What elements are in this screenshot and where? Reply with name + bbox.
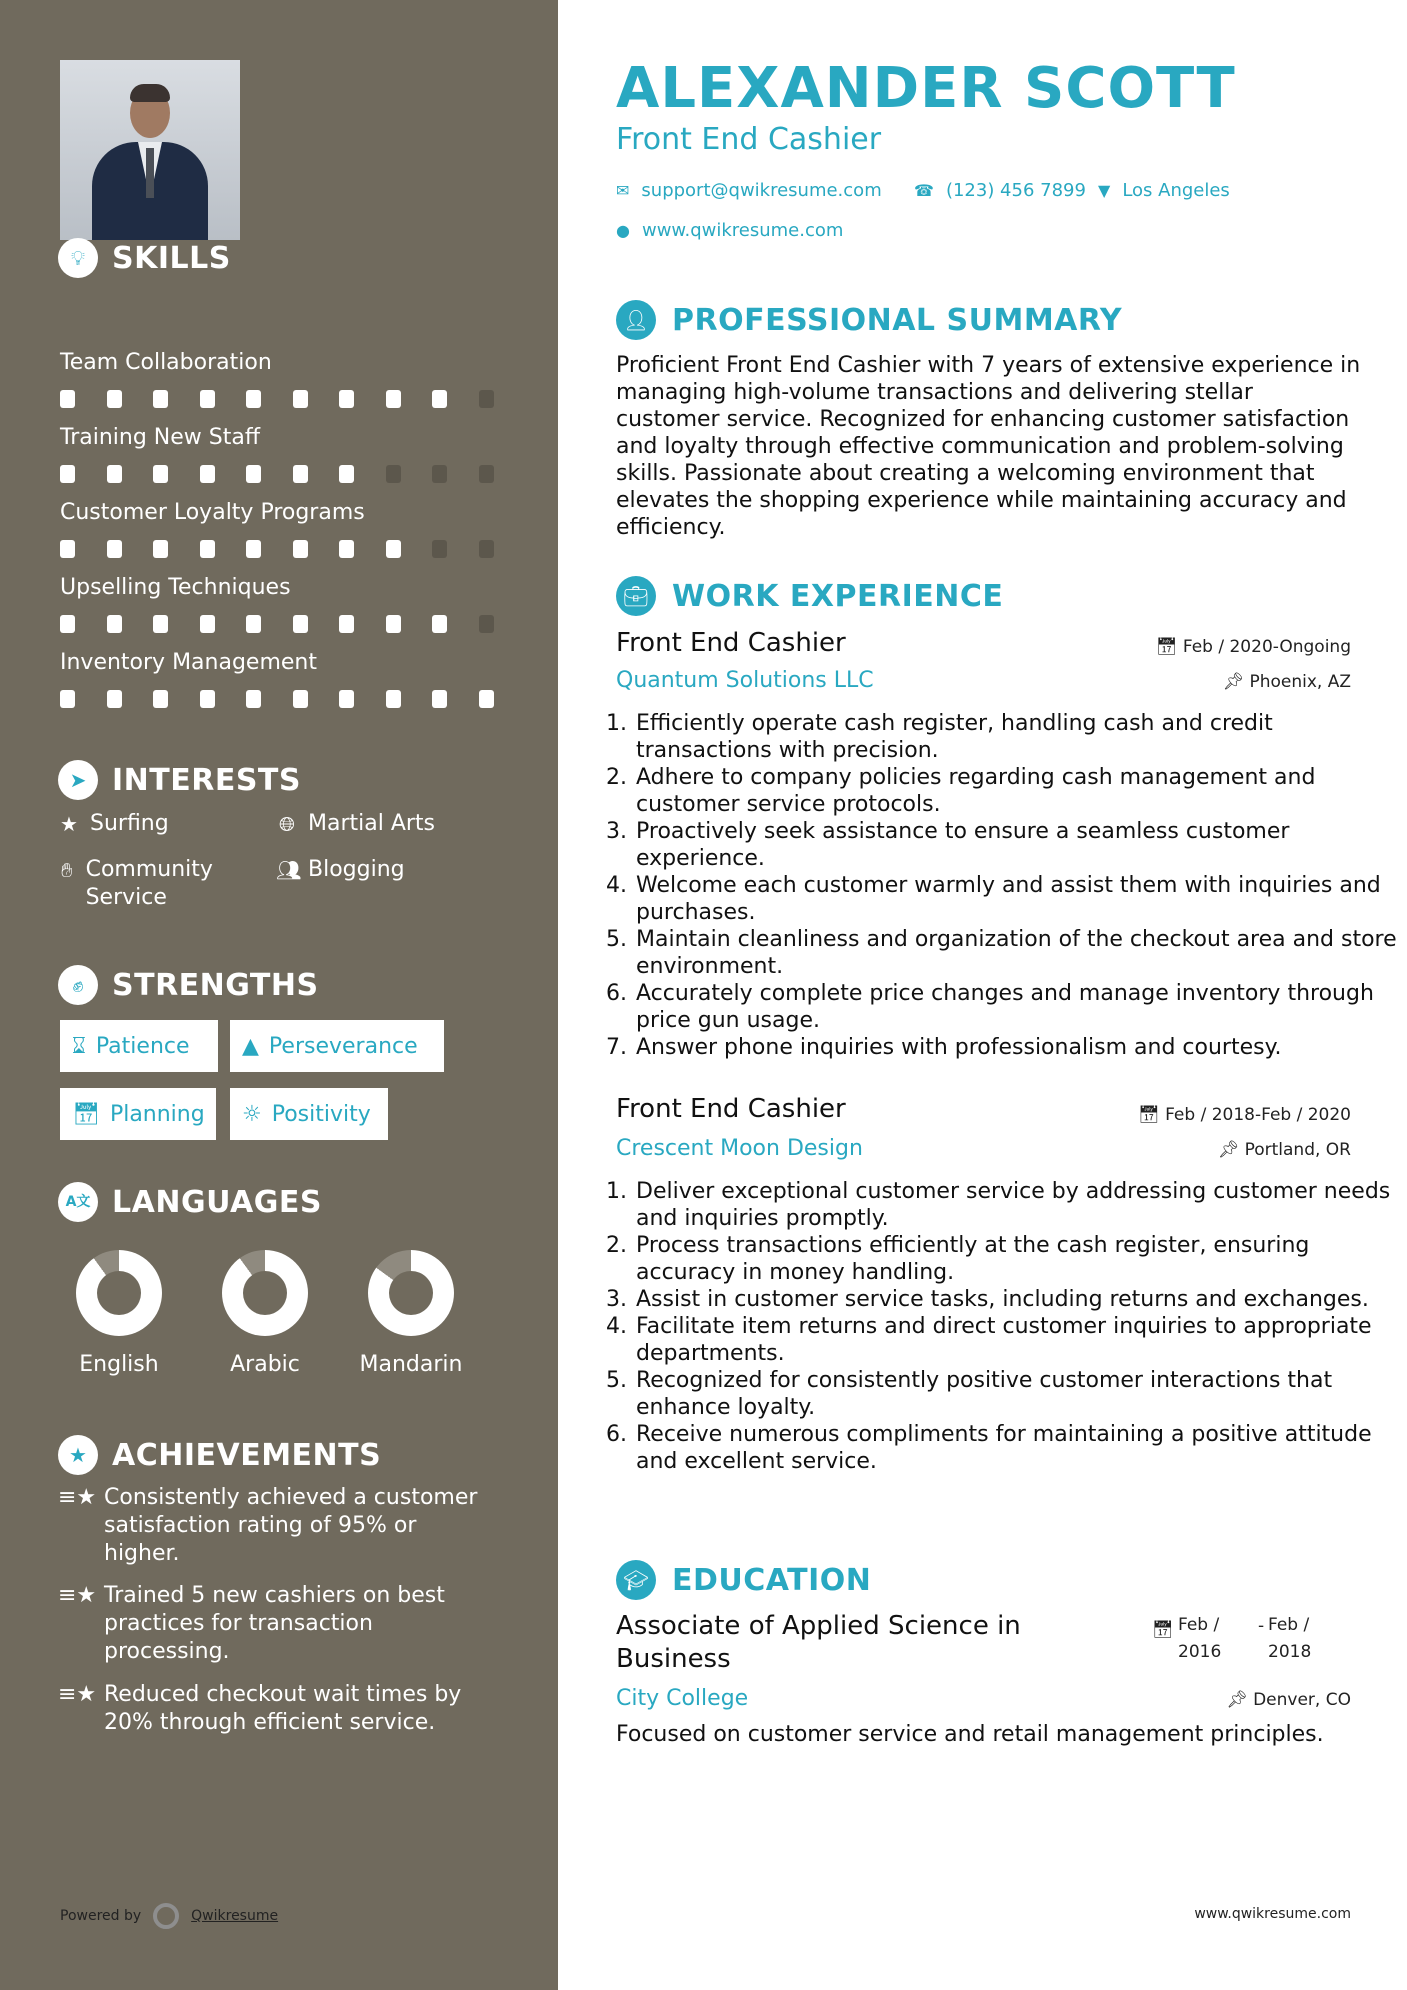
candidate-title: Front End Cashier <box>616 122 882 157</box>
graduation-cap-icon: 🎓︎ <box>616 1560 656 1600</box>
skill-rating-dot <box>293 465 308 483</box>
shooting-star-icon: ≡★ <box>58 1485 97 1510</box>
language-icon: A文 <box>58 1182 98 1222</box>
interest-item: 👥︎ Blogging <box>276 857 405 882</box>
skill-rating-dot <box>200 465 215 483</box>
list-item: 1. Efficiently operate cash register, handling cash and credit transactions with precision. <box>634 710 1404 764</box>
skill-rating-dot <box>386 390 401 408</box>
language-level-ring <box>222 1250 308 1336</box>
company-name: Crescent Moon Design <box>616 1136 863 1161</box>
achievement-item: ≡★ Reduced checkout wait times by 20% through efficient service. <box>58 1682 462 1735</box>
experience-heading: 💼︎ WORK EXPERIENCE <box>616 576 1003 616</box>
strength-badge: ▲ Perseverance <box>230 1020 444 1072</box>
skill-rating-dot <box>479 465 494 483</box>
skill-name: Training New Staff <box>60 425 261 450</box>
skill-rating-dot <box>386 690 401 708</box>
job-title: Front End Cashier <box>616 1094 846 1124</box>
profile-photo <box>60 60 240 240</box>
skill-name: Team Collaboration <box>60 350 272 375</box>
strengths-heading: ✊︎ STRENGTHS <box>58 965 319 1005</box>
user-icon: 👤︎ <box>616 300 656 340</box>
shooting-star-icon: ≡★ <box>58 1583 97 1608</box>
skill-rating-dot <box>293 615 308 633</box>
skill-rating-dot <box>107 390 122 408</box>
job-title: Front End Cashier <box>616 628 846 658</box>
skill-name: Inventory Management <box>60 650 317 675</box>
shooting-star-icon: ≡★ <box>58 1682 97 1707</box>
skill-rating-dot <box>153 615 168 633</box>
skill-rating-dot <box>200 690 215 708</box>
interest-item: ✋︎ Community Service <box>58 856 258 912</box>
list-item: 3. Proactively seek assistance to ensure a seamless customer experience. <box>634 818 1404 872</box>
list-item: 6. Receive numerous compliments for maintaining a positive attitude and excellent service. <box>634 1421 1404 1475</box>
achievement-item: ≡★ Consistently achieved a customer satisfaction rating of 95% or higher. <box>58 1485 478 1566</box>
job-dates: 📅︎ Feb / 2018-Feb / 2020 <box>1138 1105 1351 1125</box>
skill-rating-dot <box>246 690 261 708</box>
skill-rating-dot <box>339 690 354 708</box>
paper-plane-icon: ➤ <box>58 760 98 800</box>
skill-rating <box>60 390 525 408</box>
skill-rating-dot <box>107 540 122 558</box>
job-dates: 📅︎ Feb / 2020-Ongoing <box>1155 637 1351 657</box>
skill-rating <box>60 465 525 483</box>
degree-title: Associate of Applied Science in Business <box>616 1611 1021 1674</box>
summary-heading: 👤︎ PROFESSIONAL SUMMARY <box>616 300 1122 340</box>
responsibilities-list <box>608 1178 1404 1475</box>
contact-phone[interactable]: ☎ (123) 456 7899 <box>914 180 1086 201</box>
list-item: 3. Assist in customer service tasks, including returns and exchanges. <box>634 1286 1404 1313</box>
star-badge-icon: ★ <box>58 1435 98 1475</box>
skill-rating-dot <box>386 465 401 483</box>
skill-rating-dot <box>107 465 122 483</box>
list-item: 5. Recognized for consistently positive customer interactions that enhance loyalty. <box>634 1367 1404 1421</box>
phone-icon: ☎ <box>914 181 934 200</box>
calendar-icon: 📅︎ <box>1155 637 1178 657</box>
list-item: 6. Accurately complete price changes and manage inventory through price gun usage. <box>634 980 1404 1034</box>
briefcase-icon: 💼︎ <box>616 576 656 616</box>
contact-email[interactable]: ✉ support@qwikresume.com <box>616 180 882 201</box>
skill-rating-dot <box>293 390 308 408</box>
footer-website[interactable]: www.qwikresume.com <box>1194 1906 1351 1922</box>
skill-rating-dot <box>153 465 168 483</box>
skill-rating-dot <box>153 390 168 408</box>
pin-icon: 📌︎ <box>1222 672 1245 692</box>
skill-rating-dot <box>293 690 308 708</box>
skill-rating-dot <box>200 540 215 558</box>
skill-rating-dot <box>339 615 354 633</box>
date-separator: - <box>1258 1616 1265 1636</box>
language-level-ring <box>368 1250 454 1336</box>
achievement-item: ≡★ Trained 5 new cashiers on best practices for transaction processing. <box>58 1583 445 1664</box>
list-item: 5. Maintain cleanliness and organization of the checkout area and store environment. <box>634 926 1404 980</box>
list-item: 4. Welcome each customer warmly and assist them with inquiries and purchases. <box>634 872 1404 926</box>
skill-rating-dot <box>60 540 75 558</box>
school-location: 📌︎ Denver, CO <box>1226 1690 1351 1710</box>
skill-rating-dot <box>60 390 75 408</box>
lightbulb-icon: 💡︎ <box>58 238 98 278</box>
skill-rating-dot <box>293 540 308 558</box>
envelope-icon: ✉ <box>616 181 630 200</box>
responsibilities-list <box>608 710 1404 1061</box>
skill-rating-dot <box>339 540 354 558</box>
language-mandarin: Mandarin <box>346 1250 476 1377</box>
skill-rating-dot <box>386 540 401 558</box>
qwikresume-link[interactable]: Qwikresume <box>191 1908 279 1924</box>
globe-icon: 🌐︎ <box>279 812 295 836</box>
skill-rating-dot <box>479 690 494 708</box>
language-level-ring <box>76 1250 162 1336</box>
languages-heading: A文 LANGUAGES <box>58 1182 322 1222</box>
contact-location: ▼ Los Angeles <box>1098 180 1230 201</box>
skill-rating <box>60 540 525 558</box>
globe-icon: ● <box>616 221 630 240</box>
skill-rating-dot <box>432 690 447 708</box>
skill-rating <box>60 690 525 708</box>
list-item: 4. Facilitate item returns and direct customer inquiries to appropriate departments. <box>634 1313 1404 1367</box>
achievements-heading: ★ ACHIEVEMENTS <box>58 1435 381 1475</box>
sidebar <box>0 0 558 1990</box>
school-name: City College <box>616 1686 749 1711</box>
skill-rating-dot <box>246 615 261 633</box>
skill-rating-dot <box>107 690 122 708</box>
skill-rating-dot <box>246 465 261 483</box>
skill-rating-dot <box>479 390 494 408</box>
skill-rating-dot <box>246 390 261 408</box>
qwikresume-logo-icon <box>153 1903 179 1929</box>
skill-rating-dot <box>386 615 401 633</box>
education-heading: 🎓︎ EDUCATION <box>616 1560 871 1600</box>
skill-rating-dot <box>339 390 354 408</box>
strength-badge: ☼ Positivity <box>230 1088 388 1140</box>
education-end-date: Feb / 2018 <box>1268 1615 1312 1662</box>
skill-rating-dot <box>246 540 261 558</box>
interest-item: 🌐︎ Martial Arts <box>276 810 435 838</box>
skills-heading: 💡︎ SKILLS <box>58 238 231 278</box>
skill-rating-dot <box>339 465 354 483</box>
main-content <box>558 0 1407 1990</box>
calendar-icon: 📅︎ <box>1152 1620 1174 1640</box>
calendar-icon: 📅︎ <box>72 1101 100 1127</box>
skill-rating <box>60 615 525 633</box>
pin-icon: 📌︎ <box>1217 1140 1240 1160</box>
list-item: 7. Answer phone inquiries with professionalism and courtesy. <box>634 1034 1404 1061</box>
skill-rating-dot <box>60 465 75 483</box>
interests-heading: ➤ INTERESTS <box>58 760 301 800</box>
skill-rating-dot <box>153 690 168 708</box>
strength-badge: 📅︎ Planning <box>60 1088 216 1140</box>
skill-rating-dot <box>479 615 494 633</box>
skill-rating-dot <box>60 690 75 708</box>
candidate-name: ALEXANDER SCOTT <box>616 56 1236 121</box>
map-pin-icon: ▼ <box>1098 181 1111 200</box>
hourglass-icon: ⌛︎ <box>72 1033 86 1059</box>
language-arabic: Arabic <box>200 1250 330 1377</box>
powered-by: Powered by Qwikresume <box>60 1903 278 1929</box>
interest-item: ★ Surfing <box>58 810 169 838</box>
skill-rating-dot <box>432 390 447 408</box>
skill-rating-dot <box>200 615 215 633</box>
job-location: 📌︎ Phoenix, AZ <box>1222 672 1351 692</box>
users-icon: 👥︎ <box>276 858 302 882</box>
list-item: 1. Deliver exceptional customer service by addressing customer needs and inquiries promptly. <box>634 1178 1404 1232</box>
hand-icon: ✋︎ <box>61 858 73 882</box>
skill-rating-dot <box>432 615 447 633</box>
contact-website[interactable]: ● www.qwikresume.com <box>616 220 844 241</box>
education-start-date: Feb / 2016 <box>1178 1615 1222 1662</box>
company-name: Quantum Solutions LLC <box>616 668 874 693</box>
skill-rating-dot <box>200 390 215 408</box>
skill-rating-dot <box>479 540 494 558</box>
education-description: Focused on customer service and retail management principles. <box>616 1722 1324 1747</box>
skill-rating-dot <box>107 615 122 633</box>
summary-text: Proficient Front End Cashier with 7 years of extensive experience in managing high-volume transactions and delivering stellar customer service. Recognized for enhancing customer satisfaction and loyalty through effective communication and problem-solving skills. Passionate about creating a welcoming environment that elevates the shopping experience while maintaining accuracy and efficiency. <box>616 353 1361 540</box>
job-location: 📌︎ Portland, OR <box>1217 1140 1351 1160</box>
skill-rating-dot <box>432 465 447 483</box>
skill-rating-dot <box>432 540 447 558</box>
calendar-icon: 📅︎ <box>1138 1105 1160 1125</box>
language-english: English <box>54 1250 184 1377</box>
fist-icon: ✊︎ <box>58 965 98 1005</box>
list-item: 2. Adhere to company policies regarding cash management and customer service protocols. <box>634 764 1404 818</box>
skill-name: Customer Loyalty Programs <box>60 500 365 525</box>
sun-icon: ☼ <box>242 1101 262 1127</box>
road-icon: ▲ <box>242 1033 259 1059</box>
strength-badge: ⌛︎ Patience <box>60 1020 218 1072</box>
star-icon: ★ <box>60 812 78 836</box>
skill-rating-dot <box>60 615 75 633</box>
pin-icon: 📌︎ <box>1226 1690 1248 1710</box>
skill-rating-dot <box>153 540 168 558</box>
list-item: 2. Process transactions efficiently at the cash register, ensuring accuracy in money handling. <box>634 1232 1404 1286</box>
skill-name: Upselling Techniques <box>60 575 291 600</box>
